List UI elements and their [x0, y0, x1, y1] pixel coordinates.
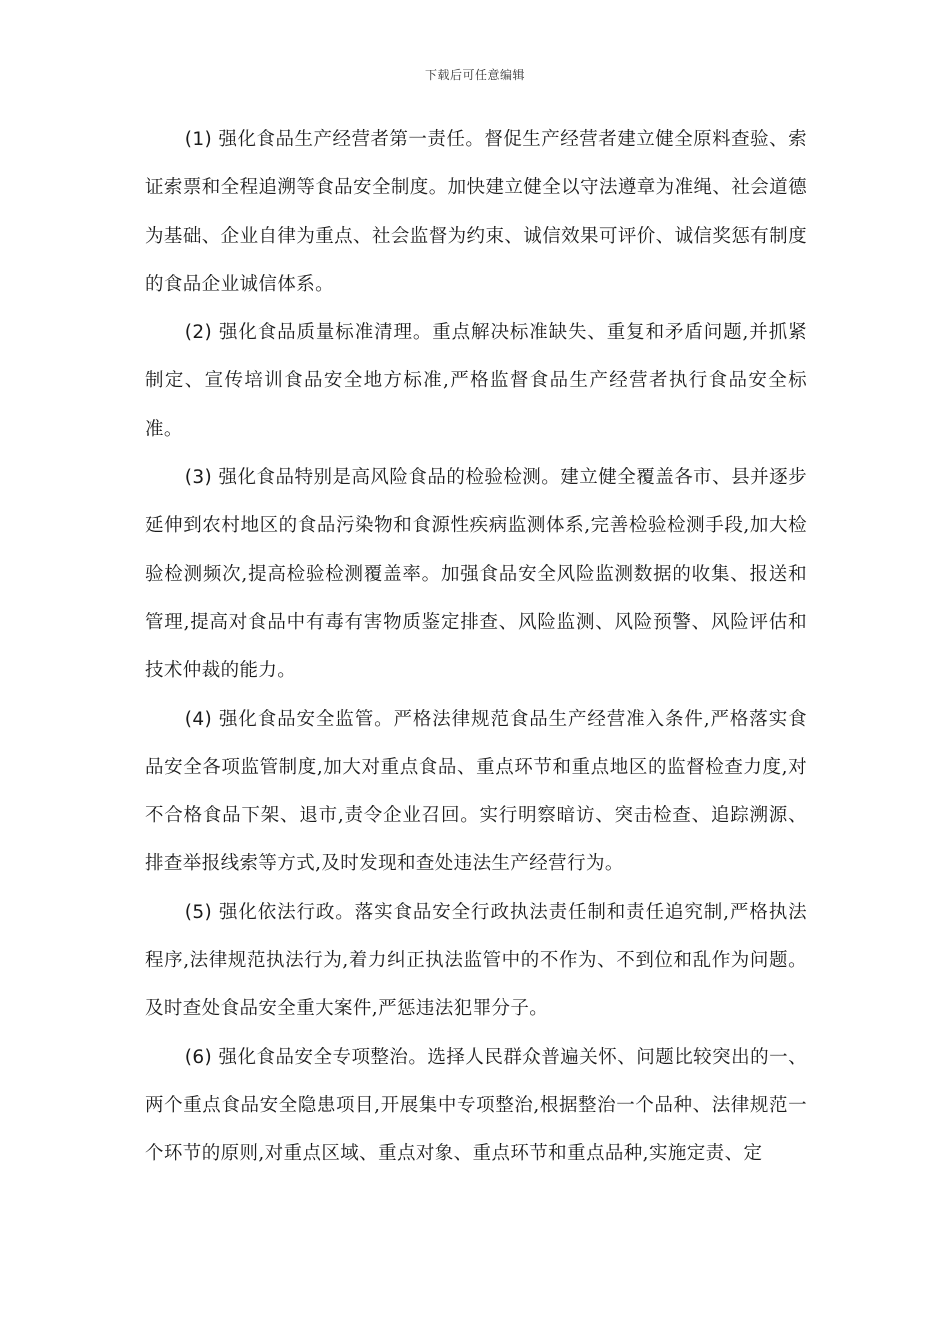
item-number: (5) [184, 901, 219, 923]
paragraph-6 [145, 1034, 807, 1179]
item-number: (6) [184, 1046, 219, 1068]
paragraph-text: 强化依法行政。落实食品安全行政执法责任制和责任追究制,严格执法程序,法律规范执法行为,着力纠正执法监管中的不作为、不到位和乱作为问题。及时查处食品安全重大案件,严惩违法犯罪分子。 [145, 901, 807, 1020]
paragraph-text: 强化食品安全监管。严格法律规范食品生产经营准入条件,严格落实食品安全各项监管制度,加大对重点食品、重点环节和重点地区的监督检查力度,对不合格食品下架、退市,责令企业召回。实行明察暗访、突击检查、追踪溯源、排查举报线索等方式,及时发现和查处违法生产经营行为。 [145, 708, 807, 875]
paragraph-text: 强化食品质量标准清理。重点解决标准缺失、重复和矛盾问题,并抓紧制定、宣传培训食品安全地方标准,严格监督食品生产经营者执行食品安全标准。 [145, 322, 807, 440]
item-number: (1) [184, 129, 219, 150]
paragraph-3 [145, 454, 807, 695]
item-number: (4) [184, 708, 219, 730]
item-number: (3) [184, 467, 219, 489]
document-body [145, 116, 807, 1179]
paragraph-2 [145, 309, 807, 454]
paragraph-1 [145, 116, 807, 309]
paragraph-4 [145, 696, 807, 889]
item-number: (2) [184, 322, 219, 344]
paragraph-text: 强化食品生产经营者第一责任。督促生产经营者建立健全原料查验、索证索票和全程追溯等食品安全制度。加快建立健全以守法遵章为准绳、社会道德为基础、企业自律为重点、社会监督为约束、诚信效果可评价、诚信奖惩有制度的食品企业诚信体系。 [145, 129, 808, 295]
paragraph-text: 强化食品特别是高风险食品的检验检测。建立健全覆盖各市、县并逐步延伸到农村地区的食品污染物和食源性疾病监测体系,完善检验检测手段,加大检验检测频次,提高检验检测覆盖率。加强食品安全风险监测数据的收集、报送和管理,提高对食品中有毒有害物质鉴定排查、风险监测、风险预警、风险评估和技术仲裁的能力。 [145, 467, 808, 682]
paragraph-5 [145, 889, 807, 1034]
paragraph-text: 强化食品安全专项整治。选择人民群众普遍关怀、问题比较突出的一、两个重点食品安全隐患项目,开展集中专项整治,根据整治一个品种、法律规范一个环节的原则,对重点区域、重点对象、重点环节和重点品种,实施定责、定 [145, 1046, 808, 1165]
page-header: 下载后可任意编辑 [424, 68, 525, 82]
